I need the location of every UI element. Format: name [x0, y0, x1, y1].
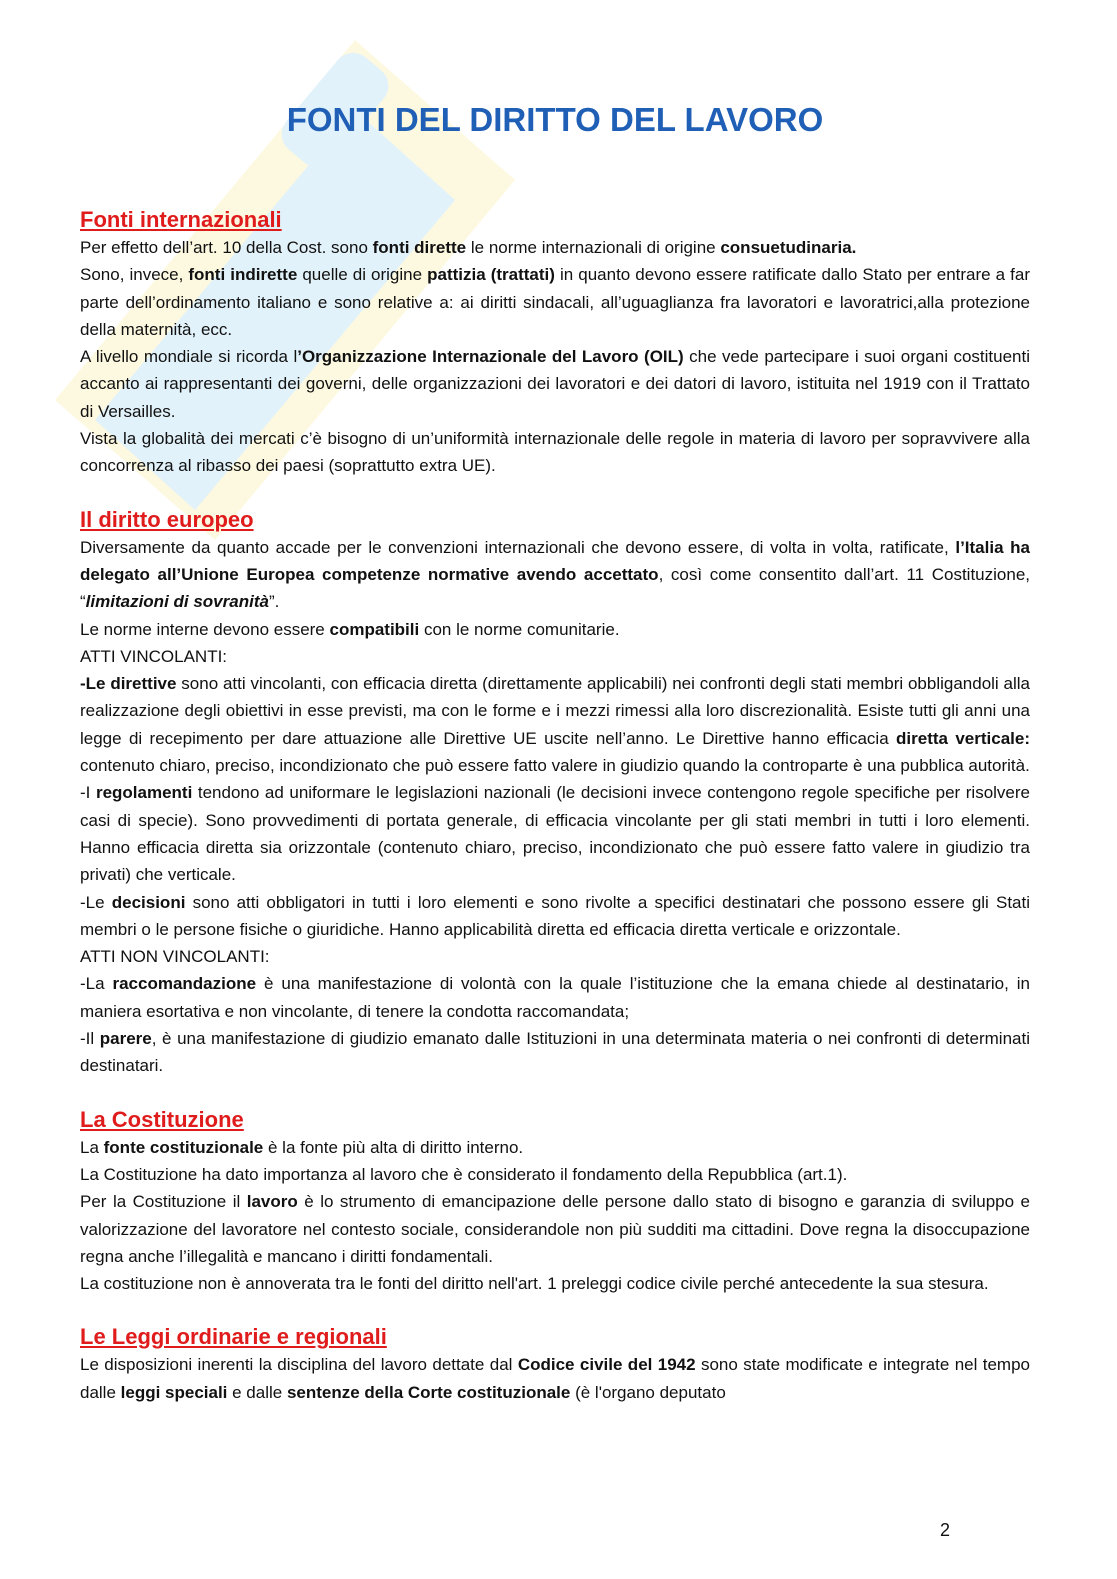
paragraph	[80, 970, 1030, 1025]
text-run: limitazioni di sovranità	[85, 592, 269, 612]
section-heading: La Costituzione	[80, 1106, 244, 1132]
text-run: La costituzione non è annoverata tra le fonti del diritto nell'art. 1 preleggi codice civile perché antecedente la sua stesura.	[80, 1274, 989, 1294]
paragraph	[80, 779, 1030, 888]
section	[80, 1323, 1030, 1406]
paragraph	[80, 261, 1030, 343]
paragraph	[80, 1134, 1030, 1161]
text-run: -Il	[80, 1029, 100, 1049]
document-page	[80, 100, 1030, 1432]
text-run: parere	[99, 1029, 152, 1049]
text-run: che vede partecipare i suoi organi costituenti accanto ai rappresentanti dei governi, delle organizzazioni dei lavoratori e dei datori di lavoro, istituita nel 1919 con il Trattato di Versailles.	[80, 347, 1030, 421]
section	[80, 506, 1030, 1080]
section-heading: Fonti internazionali	[80, 207, 282, 232]
paragraph	[80, 1025, 1030, 1080]
text-run: in quanto devono essere ratificate dallo Stato per entrare a far parte dell’ordinamento italiano e sono relative a: ai diritti sindacali, all’uguaglianza fra lavoratori e lavoratrici,alla protezione della maternità, ecc.	[80, 265, 1030, 339]
text-run: ’Organizzazione Internazionale del Lavoro (OIL)	[297, 347, 684, 367]
text-run: ”.	[268, 592, 280, 612]
text-run: ATTI VINCOLANTI:	[80, 646, 228, 666]
text-run: Le disposizioni inerenti la disciplina del lavoro dettate dal	[80, 1355, 518, 1375]
section-heading: Il diritto europeo	[80, 506, 254, 532]
paragraph	[80, 1351, 1030, 1406]
paragraph	[80, 1188, 1030, 1270]
paragraph	[80, 643, 1030, 670]
paragraph	[80, 425, 1030, 480]
text-run: fonti dirette	[372, 238, 467, 257]
paragraph	[80, 234, 1030, 261]
text-run: sono atti obbligatori in tutti i loro elementi e sono rivolte a specifici destinatari che possono essere gli Stati membri o le persone fisiche o giuridiche. Hanno applicabilità diretta ed efficacia diretta verticale e orizzontale.	[80, 892, 1030, 939]
text-run: ATTI NON VINCOLANTI:	[80, 947, 270, 967]
text-run: compatibili	[329, 619, 420, 639]
page-number: 2	[940, 1520, 951, 1540]
text-run: tendono ad uniformare le legislazioni nazionali (le decisioni invece contengono regole specifiche per risolvere casi di specie). Sono provvedimenti di portata generale, di efficacia vincolante per gli stati membri in tutti i loro elementi. Hanno efficacia diretta sia orizzontale (contenuto chiaro, preciso, incondizionato che può essere fatto valere in giudizio tra privati) che verticale.	[80, 783, 1031, 885]
text-run: -I	[80, 783, 96, 803]
section	[80, 206, 1030, 480]
paragraph	[80, 1161, 1030, 1188]
text-run: leggi speciali	[120, 1382, 228, 1402]
text-run: sono state modificate e integrate nel tempo dalle	[80, 1355, 1031, 1402]
paragraph	[80, 889, 1030, 944]
document-body	[80, 206, 1030, 1406]
paragraph	[80, 943, 1030, 970]
text-run: -La	[80, 974, 113, 994]
text-run: Diversamente da quanto accade per le convenzioni internazionali che devono essere, di volta in volta, ratificate,	[80, 537, 956, 557]
text-run: Sono, invece,	[80, 265, 189, 285]
text-run: Vista la globalità dei mercati c’è bisogno di un’uniformità internazionale delle regole in materia di lavoro per sopravvivere alla concorrenza al ribasso dei paesi (soprattutto extra UE).	[80, 429, 1030, 476]
text-run: è una manifestazione di volontà con la quale l’istituzione che la emana chiede al destinatario, in maniera esortativa e non vincolante, di tenere la condotta raccomandata;	[80, 974, 1030, 1021]
text-run: -Le direttive	[80, 674, 177, 694]
paragraph	[80, 1270, 1030, 1297]
text-run: sono atti vincolanti, con efficacia diretta (direttamente applicabili) nei confronti degli stati membri obbligandoli alla realizzazione degli obiettivi in esse previsti, ma con le forme e i mezzi rimessi alla loro discrezionalità. Esiste tutti gli anni una legge di recepimento per dare attuazione alle Direttive UE uscite nell’anno. Le Direttive hanno efficacia	[80, 674, 1030, 748]
page-title: FONTI DEL DIRITTO DEL LAVORO	[286, 101, 824, 138]
text-run: le norme internazionali di origine	[466, 238, 721, 257]
section	[80, 1106, 1030, 1298]
paragraph	[80, 616, 1030, 643]
text-run: decisioni	[111, 892, 186, 912]
text-run: , così come consentito dall’art. 11 Costituzione, “	[80, 564, 1030, 612]
text-run: La Costituzione ha dato importanza al lavoro che è considerato il fondamento della Repubblica (art.1).	[80, 1164, 848, 1184]
text-run: Per effetto dell’art. 10 della Cost. sono	[80, 238, 373, 257]
text-run: Le norme interne devono essere	[80, 619, 330, 639]
text-run: è lo strumento di emancipazione delle persone dallo stato di bisogno e garanzia di sviluppo e valorizzazione del lavoratore nel contesto sociale, considerandole non più sudditi ma cittadini. Dove regna la disoccupazione regna anche l’illegalità e mancano i diritti fondamentali.	[80, 1192, 1030, 1266]
section-heading: Le Leggi ordinarie e regionali	[80, 1324, 387, 1350]
text-run: , è una manifestazione di giudizio emanato dalle Istituzioni in una determinata materia o nei confronti di determinati destinatari.	[80, 1029, 1030, 1076]
paragraph	[80, 534, 1030, 616]
text-run: regolamenti	[95, 783, 193, 803]
text-run: pattizia (trattati)	[427, 265, 555, 285]
text-run: -Le	[80, 892, 112, 912]
text-run: diretta verticale:	[896, 728, 1030, 748]
text-run: Per la Costituzione il	[80, 1192, 247, 1212]
text-run: e dalle	[227, 1382, 287, 1402]
text-run: sentenze della Corte costituzionale	[286, 1382, 571, 1402]
text-run: (è l'organo deputato	[570, 1382, 726, 1402]
text-run: consuetudinaria.	[720, 238, 857, 257]
text-run: fonti indirette	[188, 265, 298, 285]
text-run: l’Italia ha delegato all’Unione Europea competenze normative avendo accettato	[80, 537, 1030, 584]
text-run: raccomandazione	[112, 974, 257, 994]
text-run: è la fonte più alta di diritto interno.	[263, 1137, 524, 1157]
paragraph	[80, 670, 1030, 779]
text-run: Codice civile del 1942	[517, 1355, 696, 1375]
text-run: fonte costituzionale	[103, 1137, 264, 1157]
text-run: lavoro	[246, 1192, 298, 1212]
paragraph	[80, 343, 1030, 425]
text-run: contenuto chiaro, preciso, incondizionato che può essere fatto valere in giudizio quando la controparte è una pubblica autorità.	[80, 756, 1030, 776]
text-run: La	[80, 1137, 104, 1157]
text-run: con le norme comunitarie.	[419, 619, 620, 639]
text-run: A livello mondiale si ricorda l	[80, 347, 298, 367]
text-run: quelle di origine	[297, 265, 428, 285]
